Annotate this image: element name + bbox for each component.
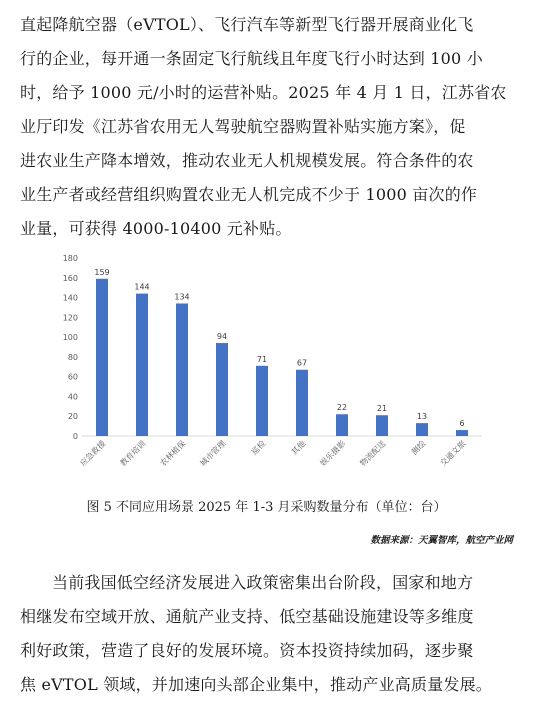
x-tick-label: 娱乐摄影 <box>318 439 348 469</box>
x-tick-label: 城市管理 <box>198 439 228 469</box>
text-line: 直起降航空器（eVTOL）、飞行汽车等新型飞行器开展商业化飞 <box>20 15 474 34</box>
bar <box>96 279 108 436</box>
y-tick-label: 0 <box>72 432 78 441</box>
y-tick-label: 160 <box>62 273 78 283</box>
y-tick-label: 100 <box>62 333 78 343</box>
data-label: 159 <box>94 267 110 277</box>
figure-caption: 图 5 不同应用场景 2025 年 1-3 月采购数量分布（单位：台） <box>86 500 447 515</box>
x-tick-label: 巡检 <box>249 439 268 457</box>
data-label: 71 <box>256 354 268 364</box>
text-line: 利好政策，营造了良好的发展环境。资本投资持续加码，逐步聚 <box>20 641 474 660</box>
bar <box>416 423 428 436</box>
data-label: 21 <box>376 404 388 414</box>
x-tick-label: 交通文旅 <box>438 439 468 469</box>
y-tick-label: 20 <box>67 412 78 422</box>
data-label: 67 <box>296 358 308 368</box>
data-label: 22 <box>336 403 348 413</box>
bar <box>296 370 308 436</box>
bar <box>136 294 148 436</box>
data-label: 13 <box>416 412 428 422</box>
body-paragraph-1 <box>20 8 518 246</box>
text-line: 业厅印发《江苏省农用无人驾驶航空器购置补贴实施方案》，促 <box>20 117 466 136</box>
y-tick-label: 80 <box>67 352 78 362</box>
data-label: 6 <box>459 419 465 429</box>
body-paragraph-2 <box>20 566 518 702</box>
data-label: 134 <box>174 292 190 302</box>
procurement-bar-chart <box>52 250 492 490</box>
x-tick-label: 测绘 <box>409 439 428 457</box>
bar <box>456 430 468 436</box>
x-tick-label: 农林植保 <box>158 439 188 469</box>
text-line: 时，给予 1000 元/小时的运营补贴。2025 年 4 月 1 日，江苏省农 <box>20 83 507 102</box>
text-line: 行的企业，每开通一条固定飞行航线且年度飞行小时达到 100 小 <box>20 49 483 68</box>
data-source-note: 数据来源：天翼智库，航空产业网 <box>370 535 513 546</box>
text-line: 当前我国低空经济发展进入政策密集出台阶段，国家和地方 <box>52 573 474 592</box>
text-line: 相继发布空域开放、通航产业支持、低空基础设施建设等多维度 <box>20 607 474 626</box>
x-tick-label: 教育培训 <box>118 439 148 469</box>
x-tick-label: 其他 <box>289 439 308 457</box>
text-line: 焦 eVTOL 领域，并加速向头部企业集中，推动产业高质量发展。 <box>20 675 493 694</box>
bar <box>176 303 188 436</box>
y-tick-label: 60 <box>67 372 78 382</box>
bar <box>336 414 348 436</box>
data-label: 94 <box>216 332 228 342</box>
data-label: 144 <box>134 282 150 292</box>
text-line: 进农业生产降本增效，推动农业无人机规模发展。符合条件的农 <box>20 151 474 170</box>
y-tick-label: 180 <box>62 254 78 263</box>
text-line: 业量，可获得 4000-10400 元补贴。 <box>20 219 292 238</box>
bar <box>376 415 388 436</box>
y-tick-label: 140 <box>62 293 78 303</box>
y-tick-label: 40 <box>67 392 78 402</box>
text-line: 业生产者或经营组织购置农业无人机完成不少于 1000 亩次的作 <box>20 185 478 204</box>
y-tick-label: 120 <box>62 313 78 323</box>
x-tick-label: 应急救援 <box>78 439 108 469</box>
bar <box>216 343 228 436</box>
x-tick-label: 物流配送 <box>358 439 388 469</box>
bar <box>256 366 268 436</box>
